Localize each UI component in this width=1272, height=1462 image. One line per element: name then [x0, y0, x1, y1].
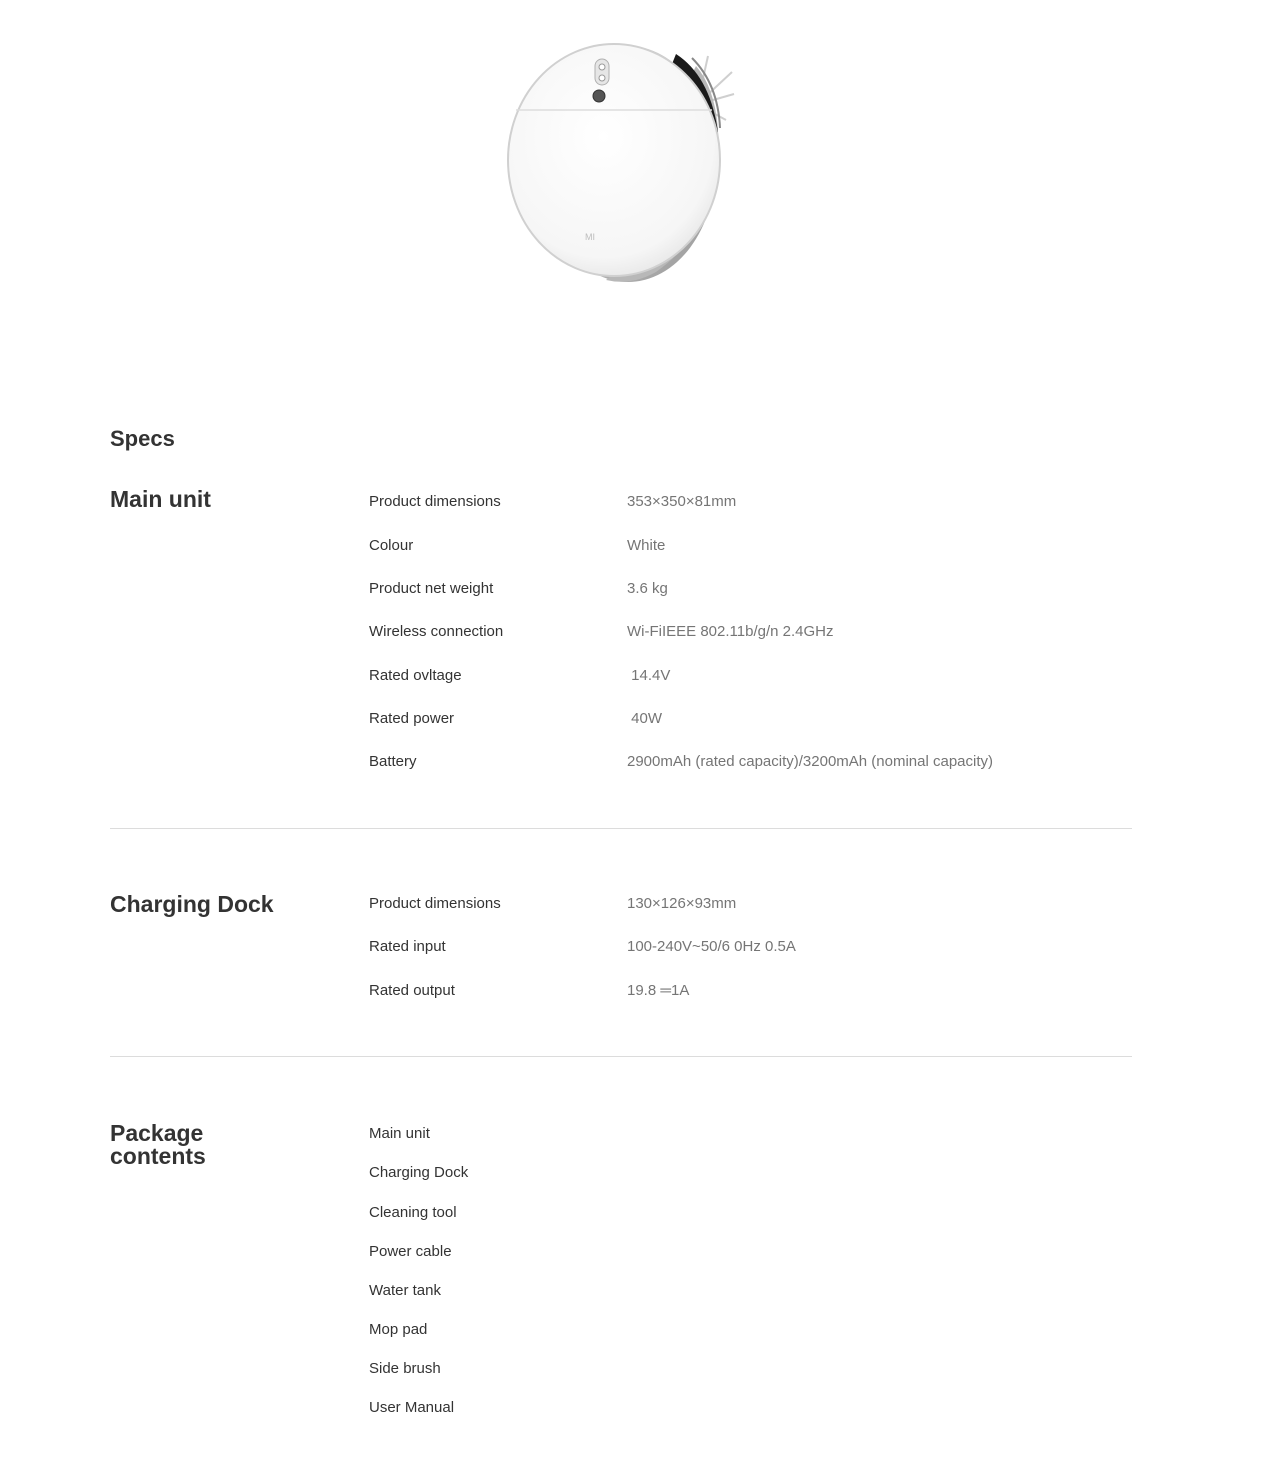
heading-line: contents: [110, 1143, 206, 1169]
spec-label: Product dimensions: [369, 493, 501, 510]
spec-value: 353×350×81mm: [627, 493, 737, 510]
spec-label: Rated ovltage: [369, 667, 462, 684]
spec-value: 14.4V: [627, 667, 671, 684]
spec-value: 40W: [627, 710, 663, 727]
package-item: Mop pad: [369, 1321, 428, 1338]
spec-label: Battery: [369, 753, 417, 770]
spec-label: Colour: [369, 537, 414, 554]
spec-label: Rated output: [369, 982, 455, 999]
spec-label: Wireless connection: [369, 623, 504, 640]
spec-value: 3.6 kg: [627, 580, 668, 597]
spec-value: 130×126×93mm: [627, 895, 737, 912]
package-item: User Manual: [369, 1399, 455, 1416]
package-item: Power cable: [369, 1243, 452, 1260]
robot-vacuum-illustration: [496, 36, 746, 288]
spec-value: 100-240V~50/6 0Hz 0.5A: [627, 938, 796, 955]
spec-label: Product dimensions: [369, 895, 501, 912]
package-item: Side brush: [369, 1360, 441, 1377]
spec-label: Product net weight: [369, 580, 494, 597]
section-divider: [110, 1056, 1132, 1057]
product-image: [496, 36, 746, 288]
section-heading-package-contents: [110, 1122, 310, 1168]
spec-label: Rated input: [369, 938, 446, 955]
package-item: Cleaning tool: [369, 1204, 457, 1221]
package-item: Main unit: [369, 1125, 430, 1142]
section-heading-charging-dock: Charging Dock: [110, 891, 274, 917]
heading-line: Package: [110, 1120, 204, 1146]
spec-value: White: [627, 537, 666, 554]
package-item: Water tank: [369, 1282, 441, 1299]
spec-value: Wi-FiIEEE 802.11b/g/n 2.4GHz: [627, 623, 834, 640]
spec-value: 19.8 ═1A: [627, 982, 690, 999]
spec-value: 2900mAh (rated capacity)/3200mAh (nominal capacity): [627, 753, 994, 770]
section-divider: [110, 828, 1132, 829]
spec-label: Rated power: [369, 710, 455, 727]
mi-logo: MI: [585, 232, 595, 242]
package-item: Charging Dock: [369, 1164, 469, 1181]
section-heading-main-unit: Main unit: [110, 486, 211, 512]
page-title: Specs: [110, 426, 175, 451]
